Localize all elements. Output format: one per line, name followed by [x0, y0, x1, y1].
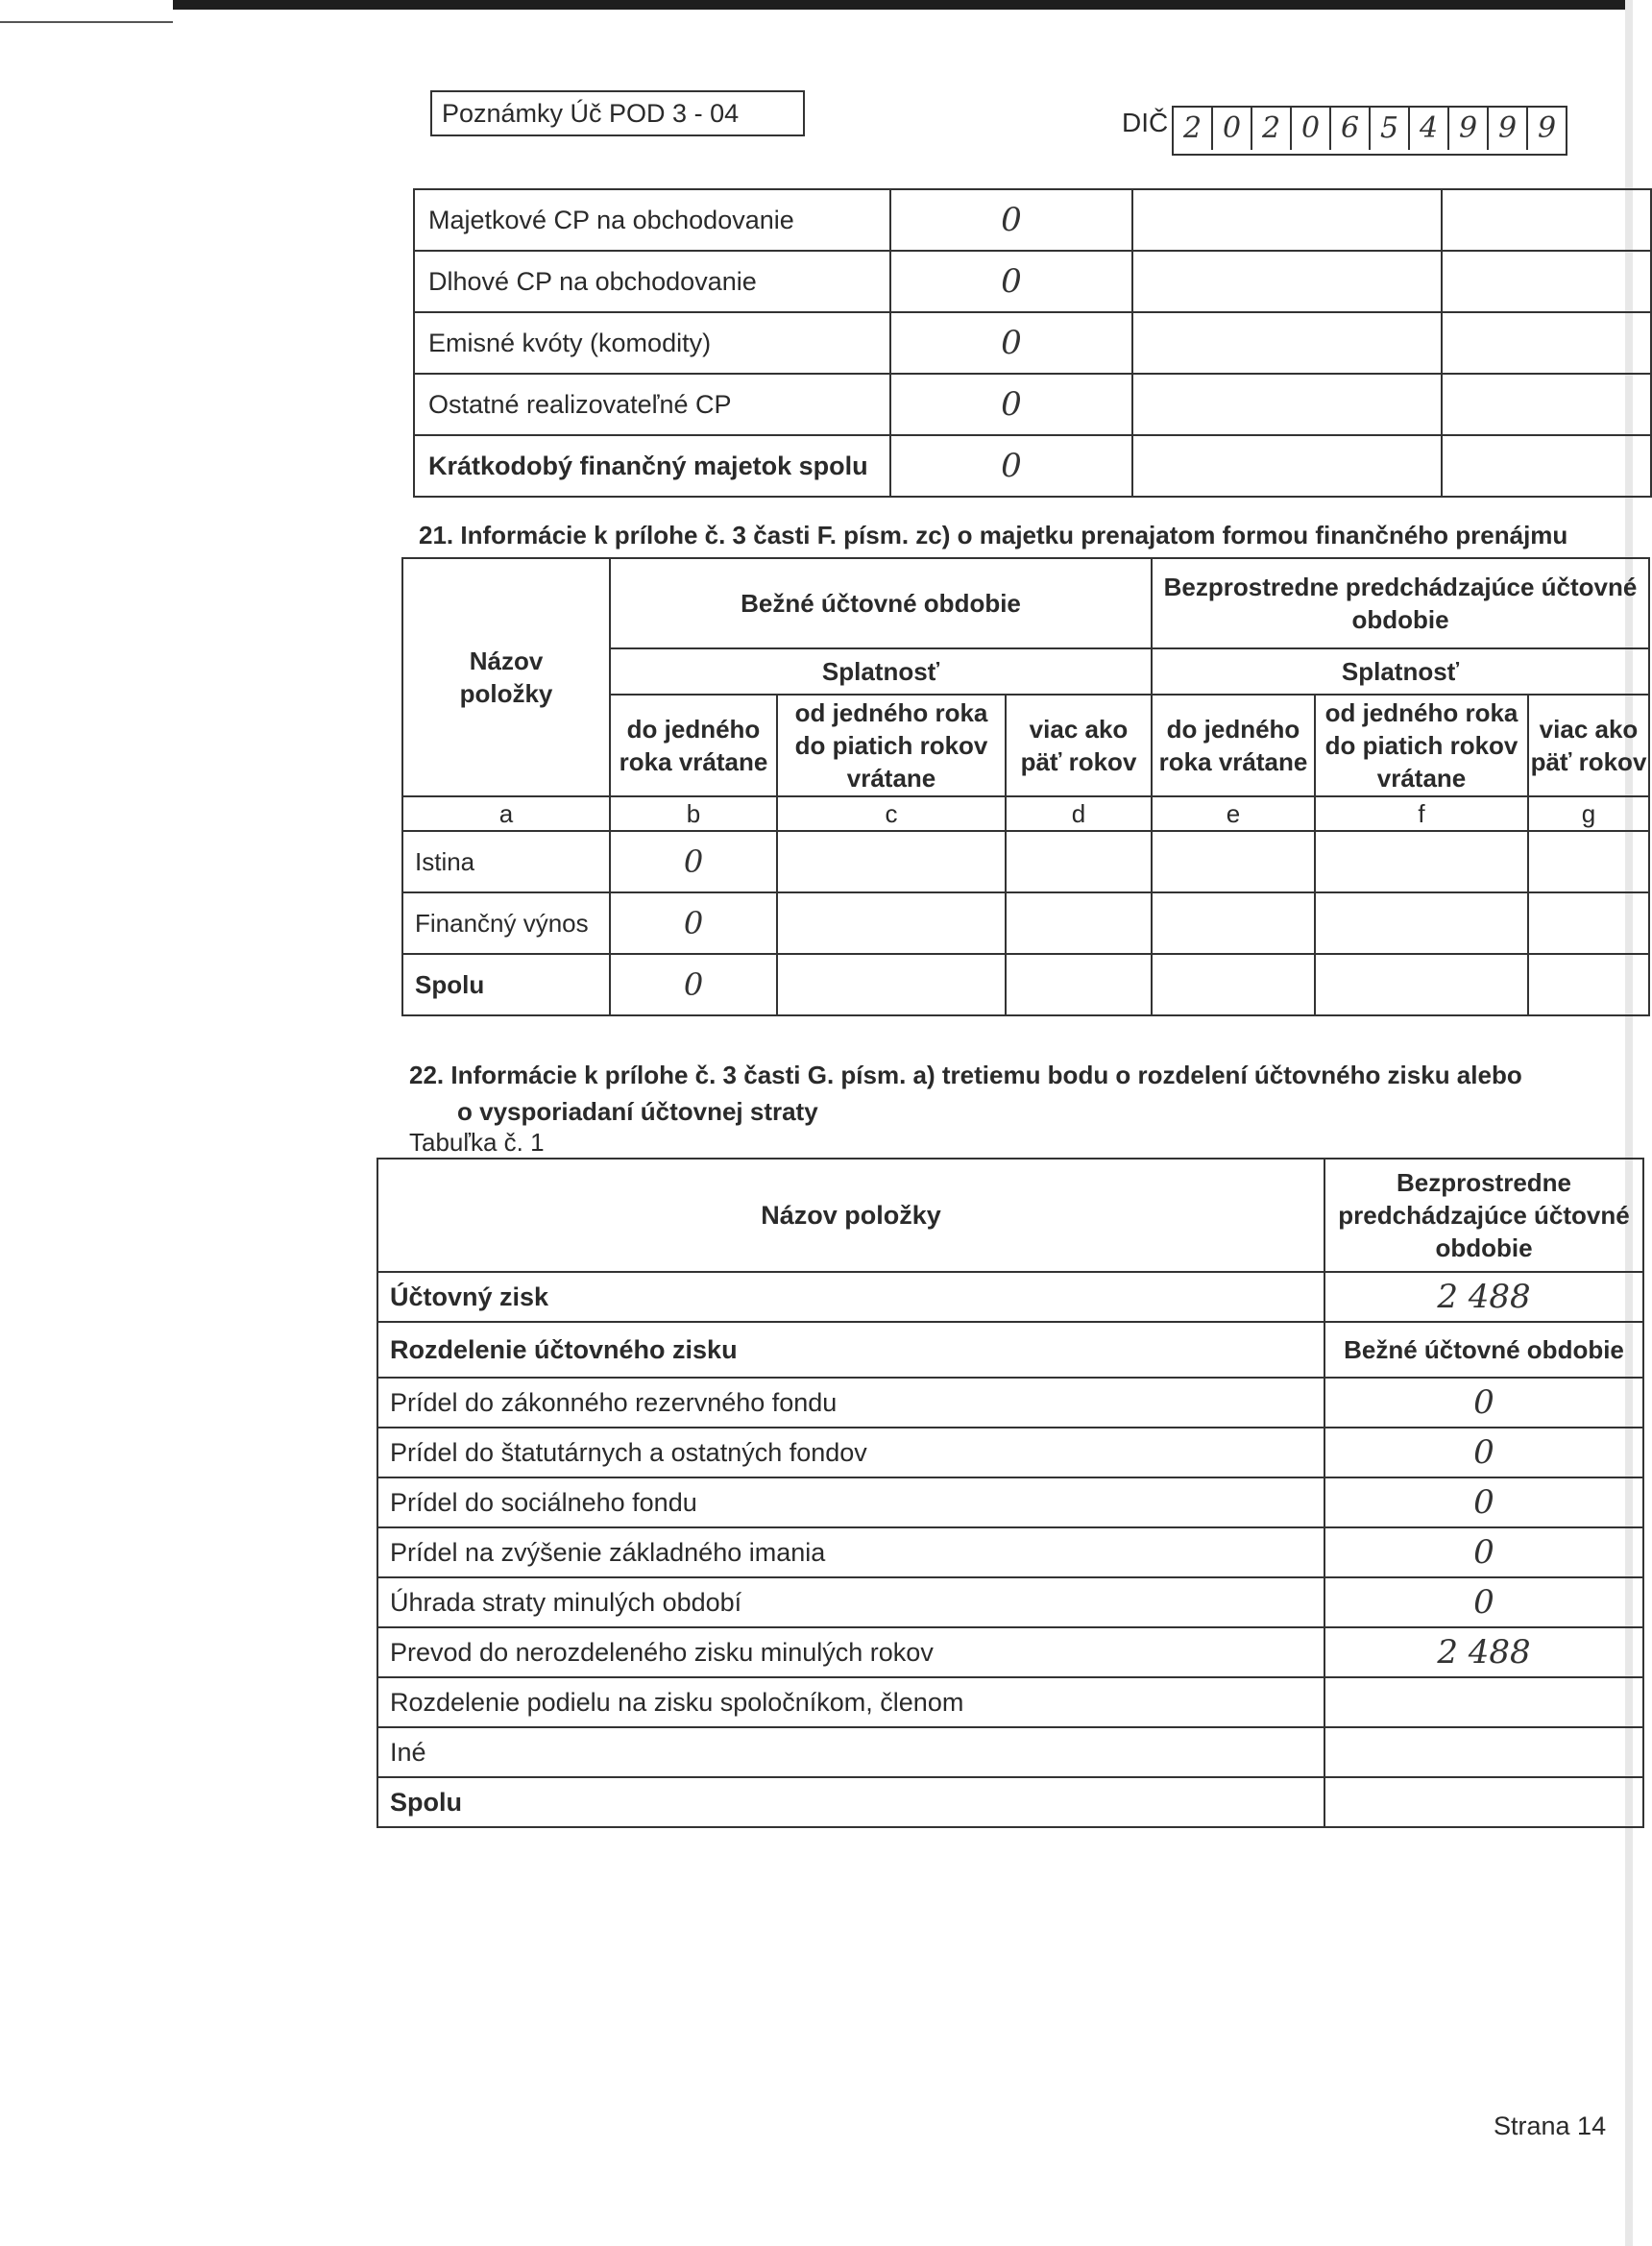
dic-digit: 4 — [1410, 108, 1449, 150]
row-label: Úhrada straty minulých období — [377, 1577, 1324, 1627]
row-value: 0 — [1324, 1527, 1643, 1577]
financial-assets-table — [413, 188, 1652, 498]
current-period-header: Bežné účtovné obdobie — [1324, 1322, 1643, 1378]
dic-digit: 2 — [1174, 108, 1213, 150]
form-code-box: Poznámky Úč POD 3 - 04 — [430, 90, 805, 136]
col-name-header: Názov položky — [402, 558, 610, 796]
table-row — [377, 1627, 1643, 1677]
previous-period-header: Bezprostredne predchádzajúce účtovné obdobie — [1324, 1159, 1643, 1272]
table-row — [377, 1527, 1643, 1577]
empty-cell — [1132, 435, 1442, 497]
row-label: Prídel do štatutárnych a ostatných fondov — [377, 1428, 1324, 1477]
dic-digit: 0 — [1292, 108, 1331, 150]
table-row — [377, 1677, 1643, 1727]
empty-cell — [1132, 189, 1442, 251]
row-label: Majetkové CP na obchodovanie — [414, 189, 890, 251]
profit-distribution-table — [377, 1158, 1644, 1828]
row-label: Finančný výnos — [402, 892, 610, 954]
empty-cell — [1442, 435, 1651, 497]
finance-lease-table — [401, 557, 1650, 1016]
row-label: Ostatné realizovateľné CP — [414, 374, 890, 435]
empty-cell — [1442, 374, 1651, 435]
row-value: 0 — [610, 831, 777, 892]
row-label: Prevod do nerozdeleného zisku minulých rokov — [377, 1627, 1324, 1677]
row-value: 0 — [610, 892, 777, 954]
col-letter: e — [1152, 796, 1315, 831]
profit-value: 2 488 — [1324, 1272, 1643, 1322]
row-value: 0 — [610, 954, 777, 1015]
empty-cell — [1442, 251, 1651, 312]
row-value: 0 — [890, 251, 1132, 312]
previous-period-header: Bezprostredne predchádzajúce účtovné obdobie — [1152, 558, 1649, 648]
col-header: do jedného roka vrátane — [610, 695, 777, 796]
section-22-title: 22. Informácie k prílohe č. 3 časti G. písm. a) tretiemu bodu o rozdelení účtovného zisku alebo — [409, 1061, 1522, 1089]
row-value: 0 — [1324, 1378, 1643, 1428]
empty-cell — [1132, 251, 1442, 312]
dic-digit: 6 — [1331, 108, 1371, 150]
col-header: viac ako päť rokov — [1006, 695, 1152, 796]
page-number: Strana 14 — [1494, 2112, 1607, 2140]
table-row — [414, 251, 1651, 312]
dic-digit: 2 — [1252, 108, 1292, 150]
row-value: 0 — [890, 312, 1132, 374]
table-row — [377, 1777, 1643, 1827]
row-value: 0 — [890, 435, 1132, 497]
empty-cell — [1442, 312, 1651, 374]
scan-top-border — [0, 0, 1633, 10]
table-row — [414, 312, 1651, 374]
col-header: viac ako päť rokov — [1528, 695, 1649, 796]
section-22-title-2: o vysporiadaní účtovnej straty — [457, 1097, 818, 1126]
row-label: Prídel na zvýšenie základného imania — [377, 1527, 1324, 1577]
col-header: od jedného roka do piatich rokov vrátane — [777, 695, 1006, 796]
row-value: 0 — [890, 374, 1132, 435]
col-letter: a — [402, 796, 610, 831]
col-letter: b — [610, 796, 777, 831]
table-row — [377, 1727, 1643, 1777]
col-letter: c — [777, 796, 1006, 831]
dic-label: DIČ — [1122, 108, 1169, 137]
dic-boxes — [1172, 106, 1567, 156]
table-row — [377, 1577, 1643, 1627]
empty-cell — [1132, 374, 1442, 435]
table-row — [402, 831, 1649, 892]
table-row — [402, 954, 1649, 1015]
row-label: Iné — [377, 1727, 1324, 1777]
table-row — [377, 1378, 1643, 1428]
table-row — [377, 1477, 1643, 1527]
col-letter: d — [1006, 796, 1152, 831]
maturity-header: Splatnosť — [1152, 648, 1649, 695]
row-label-total: Krátkodobý finančný majetok spolu — [414, 435, 890, 497]
row-value: 2 488 — [1324, 1627, 1643, 1677]
row-value: 0 — [1324, 1477, 1643, 1527]
row-label: Emisné kvóty (komodity) — [414, 312, 890, 374]
profit-label: Účtovný zisk — [377, 1272, 1324, 1322]
dic-digit: 9 — [1489, 108, 1528, 150]
dic-digit: 0 — [1213, 108, 1252, 150]
row-value: 0 — [890, 189, 1132, 251]
empty-cell — [1442, 189, 1651, 251]
table-row — [402, 892, 1649, 954]
dic-digit: 9 — [1537, 111, 1557, 145]
table-row — [414, 189, 1651, 251]
dic-digit: 5 — [1371, 108, 1410, 150]
row-label: Dlhové CP na obchodovanie — [414, 251, 890, 312]
dic-digit: 9 — [1449, 108, 1489, 150]
row-label: Istina — [402, 831, 610, 892]
section-21-title: 21. Informácie k prílohe č. 3 časti F. písm. zc) o majetku prenajatom formou finančného prenájmu — [419, 521, 1568, 549]
col-header: od jedného roka do piatich rokov vrátane — [1315, 695, 1528, 796]
row-value — [1324, 1677, 1643, 1727]
row-value: 0 — [1324, 1577, 1643, 1627]
row-label: Rozdelenie podielu na zisku spoločníkom, členom — [377, 1677, 1324, 1727]
scan-top-gap — [0, 0, 173, 23]
table-row — [414, 374, 1651, 435]
col-name-header: Názov položky — [377, 1159, 1324, 1272]
col-letter: f — [1315, 796, 1528, 831]
row-label: Prídel do sociálneho fondu — [377, 1477, 1324, 1527]
empty-cell — [1132, 312, 1442, 374]
row-label-total: Spolu — [402, 954, 610, 1015]
row-value — [1324, 1777, 1643, 1827]
row-value — [1324, 1727, 1643, 1777]
maturity-header: Splatnosť — [610, 648, 1152, 695]
row-label-total: Spolu — [377, 1777, 1324, 1827]
current-period-header: Bežné účtovné obdobie — [610, 558, 1152, 648]
table-row — [377, 1322, 1643, 1378]
distribution-label: Rozdelenie účtovného zisku — [377, 1322, 1324, 1378]
col-header: do jedného roka vrátane — [1152, 695, 1315, 796]
row-label: Prídel do zákonného rezervného fondu — [377, 1378, 1324, 1428]
table-caption: Tabuľka č. 1 — [409, 1128, 545, 1157]
col-letter: g — [1528, 796, 1649, 831]
table-row — [377, 1428, 1643, 1477]
row-value: 0 — [1324, 1428, 1643, 1477]
table-row — [414, 435, 1651, 497]
table-row — [377, 1272, 1643, 1322]
